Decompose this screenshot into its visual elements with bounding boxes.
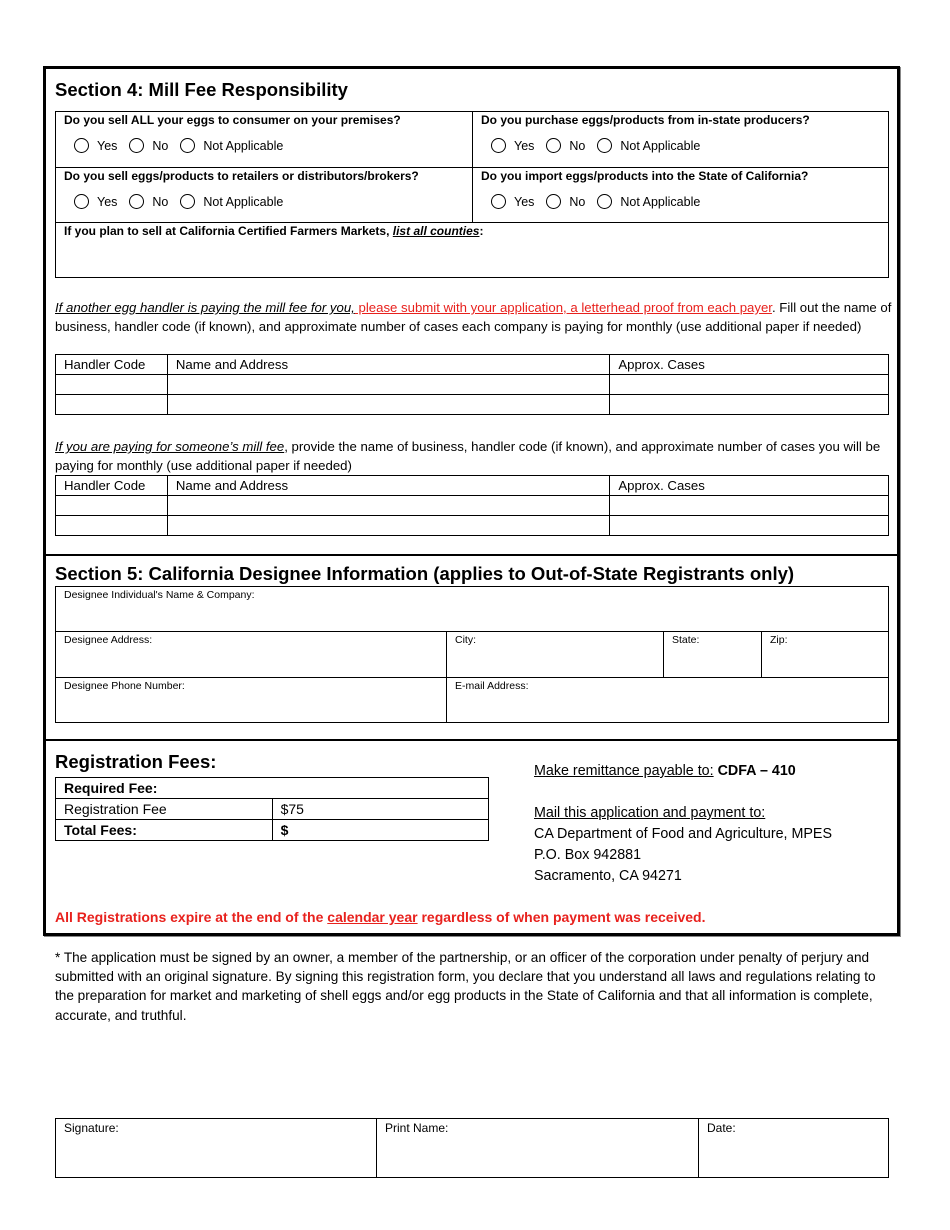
option-no[interactable]: No xyxy=(546,138,585,153)
section-divider xyxy=(46,554,900,556)
expiration-notice: All Registrations expire at the end of the calendar year regardless of when payment was received. xyxy=(55,909,706,925)
option-not-applicable[interactable]: Not Applicable xyxy=(180,194,283,209)
radio-button[interactable] xyxy=(546,194,561,209)
table-row xyxy=(56,375,889,395)
radio-button[interactable] xyxy=(129,138,144,153)
registration-fee-value: $75 xyxy=(272,799,488,820)
handler-code-cell[interactable] xyxy=(56,375,168,395)
signature-field[interactable]: Signature: xyxy=(64,1121,119,1135)
farmers-markets-counties-field[interactable]: If you plan to sell at California Certified Farmers Markets, list all counties: xyxy=(64,224,484,238)
radio-button[interactable] xyxy=(491,194,506,209)
handler-code-cell[interactable] xyxy=(56,516,168,536)
handler-code-cell[interactable] xyxy=(56,496,168,516)
designee-zip-field[interactable]: Zip: xyxy=(770,634,788,646)
header-handler-code: Handler Code xyxy=(56,476,168,496)
radio-button[interactable] xyxy=(180,138,195,153)
approx-cases-cell[interactable] xyxy=(610,496,889,516)
radio-button[interactable] xyxy=(129,194,144,209)
designee-email-field[interactable]: E-mail Address: xyxy=(455,680,529,692)
table-row xyxy=(56,496,889,516)
radio-button[interactable] xyxy=(180,194,195,209)
total-fees-label: Total Fees: xyxy=(56,820,273,841)
name-address-cell[interactable] xyxy=(167,375,609,395)
section4-title: Section 4: Mill Fee Responsibility xyxy=(55,79,348,100)
designee-name-field[interactable]: Designee Individual's Name & Company: xyxy=(64,589,255,601)
signature-block xyxy=(55,1118,889,1178)
date-field[interactable]: Date: xyxy=(707,1121,736,1135)
question-sell-all-on-premises: Do you sell ALL your eggs to consumer on your premises? Yes No Not Applicable xyxy=(64,113,401,153)
designee-phone-field[interactable]: Designee Phone Number: xyxy=(64,680,185,692)
designee-state-field[interactable]: State: xyxy=(672,634,700,646)
option-not-applicable[interactable]: Not Applicable xyxy=(597,194,700,209)
another-handler-instructions: If another egg handler is paying the mill fee for you, please submit with your application, a letterhead proof from each payer. Fill out the name of business, handler code (if known), and approximate number of cases each company is paying for monthly (use additional paper if needed) xyxy=(55,300,892,334)
handler-paying-table xyxy=(55,354,889,415)
question-import-into-california: Do you import eggs/products into the State of California? Yes No Not Applicable xyxy=(481,169,809,209)
approx-cases-cell[interactable] xyxy=(610,516,889,536)
name-address-cell[interactable] xyxy=(167,516,609,536)
option-not-applicable[interactable]: Not Applicable xyxy=(597,138,700,153)
mailing-address: Mail this application and payment to: CA Department of Food and Agriculture, MPES P.O. Box 942881 Sacramento, CA 94271 xyxy=(534,805,833,884)
designee-info-grid xyxy=(55,586,889,723)
header-name-address: Name and Address xyxy=(167,476,609,496)
section-divider xyxy=(46,739,900,741)
fees-table xyxy=(55,777,489,841)
option-yes[interactable]: Yes xyxy=(491,194,534,209)
question-purchase-in-state: Do you purchase eggs/products from in-state producers? Yes No Not Applicable xyxy=(481,113,810,153)
designee-city-field[interactable]: City: xyxy=(455,634,476,646)
option-yes[interactable]: Yes xyxy=(74,138,117,153)
handler-code-cell[interactable] xyxy=(56,395,168,415)
header-name-address: Name and Address xyxy=(167,355,609,375)
table-row xyxy=(56,395,889,415)
option-yes[interactable]: Yes xyxy=(491,138,534,153)
option-no[interactable]: No xyxy=(129,194,168,209)
name-address-cell[interactable] xyxy=(167,496,609,516)
option-no[interactable]: No xyxy=(129,138,168,153)
signature-footnote: * The application must be signed by an owner, a member of the partnership, or an officer of the corporation under penalty of perjury and submitted with an original signature. By signing this registration form, you declare that you understand all laws and regulations relating to the preparation for market and marketing of shell eggs and/or egg products in the State of California and that all information is complete, accurate, and truthful. xyxy=(55,950,876,1023)
total-fees-field[interactable]: $ xyxy=(272,820,488,841)
radio-button[interactable] xyxy=(74,194,89,209)
header-handler-code: Handler Code xyxy=(56,355,168,375)
header-approx-cases: Approx. Cases xyxy=(610,476,889,496)
option-not-applicable[interactable]: Not Applicable xyxy=(180,138,283,153)
name-address-cell[interactable] xyxy=(167,395,609,415)
approx-cases-cell[interactable] xyxy=(610,375,889,395)
question-sell-to-retailers: Do you sell eggs/products to retailers or distributors/brokers? Yes No Not Applicable xyxy=(64,169,419,209)
option-yes[interactable]: Yes xyxy=(74,194,117,209)
header-approx-cases: Approx. Cases xyxy=(610,355,889,375)
radio-button[interactable] xyxy=(74,138,89,153)
paying-for-others-table xyxy=(55,475,889,536)
section5-title: Section 5: California Designee Information (applies to Out-of-State Registrants only) xyxy=(55,563,795,584)
radio-button[interactable] xyxy=(491,138,506,153)
mill-fee-questions xyxy=(55,111,889,278)
paying-for-others-instructions: If you are paying for someone’s mill fee, provide the name of business, handler code (if known), and approximate number of cases you will be paying for monthly (use additional paper if needed) xyxy=(55,439,881,473)
designee-address-field[interactable]: Designee Address: xyxy=(64,634,153,646)
table-row xyxy=(56,516,889,536)
registration-fees-title: Registration Fees: xyxy=(55,751,217,772)
radio-button[interactable] xyxy=(597,194,612,209)
required-fee-label: Required Fee: xyxy=(56,778,489,799)
option-no[interactable]: No xyxy=(546,194,585,209)
registration-fee-label: Registration Fee xyxy=(56,799,273,820)
radio-button[interactable] xyxy=(597,138,612,153)
print-name-field[interactable]: Print Name: xyxy=(385,1121,449,1135)
radio-button[interactable] xyxy=(546,138,561,153)
remittance-payable: Make remittance payable to: CDFA – 410 xyxy=(534,763,796,779)
approx-cases-cell[interactable] xyxy=(610,395,889,415)
